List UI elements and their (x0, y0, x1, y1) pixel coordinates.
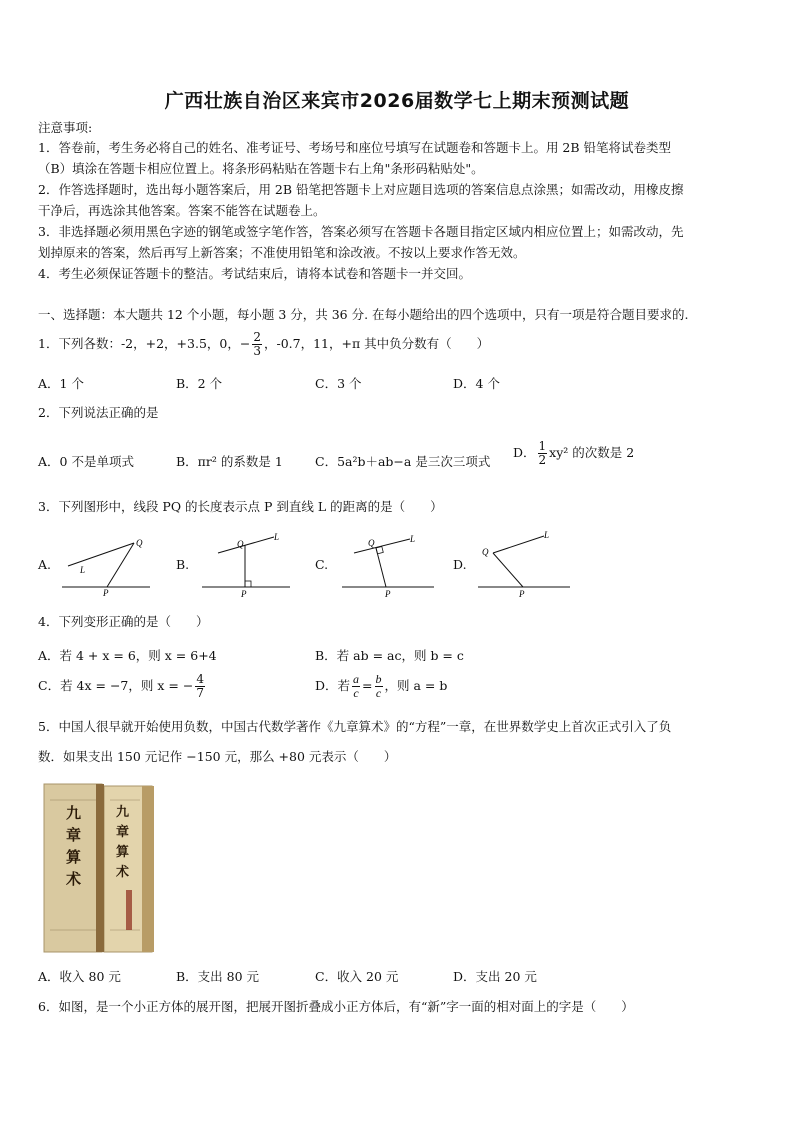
svg-text:九: 九 (116, 805, 130, 820)
q2-option-c[interactable]: C．5a²b＋ab−a 是三次三项式 (315, 454, 491, 469)
svg-text:算: 算 (66, 848, 82, 866)
q3-option-b-label[interactable]: B. (176, 557, 190, 572)
svg-text:P: P (519, 589, 525, 599)
q3-figure-b (198, 530, 294, 600)
svg-text:P: P (103, 588, 109, 598)
svg-text:术: 术 (116, 865, 130, 880)
q4-option-a[interactable]: A．若 4 + x = 6，则 x = 6+4 (38, 648, 217, 663)
notice-line: 3．非选择题必须用黑色字迹的钢笔或签字笔作答，答案必须写在答题卡各题目指定区域内相应位置上；如需改动，先 (38, 224, 684, 239)
notice-line: 干净后，再选涂其他答案。答案不能答在试题卷上。 (38, 203, 326, 218)
q5-option-b[interactable]: B．支出 80 元 (176, 969, 260, 984)
page-title: 广西壮族自治区来宾市2026届数学七上期末预测试题 (164, 90, 630, 112)
q3-option-a-label[interactable]: A. (38, 557, 52, 572)
question-5-line1: 5．中国人很早就开始使用负数，中国古代数学著作《九章算术》的“方程”一章，在世界数学史上首次正式引入了负 (38, 719, 672, 734)
question-3-stem: 3．下列图形中，线段 PQ 的长度表示点 P 到直线 L 的距离的是（ ） (38, 499, 443, 514)
section-heading: 一、选择题：本大题共 12 个小题，每小题 3 分，共 36 分. 在每小题给出的四个选项中，只有一项是符合题目要求的. (38, 307, 689, 322)
book-image (40, 780, 158, 955)
q3-figure-d (476, 530, 572, 600)
q1-option-b[interactable]: B．2 个 (176, 376, 223, 391)
notice-line: 4．考生必须保证答题卡的整洁。考试结束后，请将本试卷和答题卡一并交回。 (38, 266, 471, 281)
q5-option-c[interactable]: C．收入 20 元 (315, 969, 399, 984)
notice-line: 1．答卷前，考生务必将自己的姓名、准考证号、考场号和座位号填写在试题卷和答题卡上。用 2B 铅笔将试卷类型 (38, 140, 672, 155)
q5-option-a[interactable]: A．收入 80 元 (38, 969, 121, 984)
svg-text:算: 算 (116, 845, 130, 860)
q3-option-d-label[interactable]: D. (453, 557, 467, 572)
svg-text:P: P (241, 589, 247, 599)
q3-figure-c (340, 530, 436, 600)
notice-heading: 注意事项: (38, 120, 93, 135)
question-5-line2: 数．如果支出 150 元记作 −150 元，那么 +80 元表示（ ） (38, 749, 397, 764)
q1-option-a[interactable]: A．1 个 (38, 376, 84, 391)
q4-option-d[interactable]: D．若 $\frac{a}{c}$ = $\frac{b}{c}$ ，则 a = b (315, 672, 448, 700)
svg-text:Q: Q (368, 538, 375, 548)
question-6-stem: 6．如图，是一个小正方体的展开图，把展开图折叠成小正方体后，有“新”字一面的相对面上的字是（ ） (38, 999, 634, 1014)
q4-option-c[interactable]: C．若 4x = −7，则 x = − $\frac{4}{7}$ (38, 672, 204, 700)
svg-text:L: L (410, 534, 416, 544)
svg-text:术: 术 (66, 870, 82, 888)
q5-option-d[interactable]: D．支出 20 元 (453, 969, 537, 984)
q4-option-b[interactable]: B．若 ab = ac，则 b = c (315, 648, 464, 663)
svg-text:九: 九 (66, 804, 82, 822)
fraction: $\frac{2}{3}$ (253, 330, 261, 358)
q1-option-c[interactable]: C．3 个 (315, 376, 362, 391)
q3-option-c-label[interactable]: C. (315, 557, 329, 572)
svg-text:L: L (544, 530, 550, 540)
svg-text:Q: Q (136, 538, 143, 548)
q3-figure-a (58, 530, 154, 600)
q1-option-d[interactable]: D．4 个 (453, 376, 500, 391)
question-2-stem: 2．下列说法正确的是 (38, 405, 159, 420)
q2-option-a[interactable]: A．0 不是单项式 (38, 454, 134, 469)
q2-option-b[interactable]: B．πr² 的系数是 1 (176, 454, 283, 469)
question-4-stem: 4．下列变形正确的是（ ） (38, 614, 209, 629)
svg-text:P: P (385, 589, 391, 599)
svg-text:章: 章 (66, 826, 82, 844)
notice-line: （B）填涂在答题卡相应位置上。将条形码粘贴在答题卡右上角"条形码粘贴处"。 (38, 161, 484, 176)
svg-text:L: L (274, 532, 280, 542)
svg-text:Q: Q (482, 547, 489, 557)
svg-text:Q: Q (237, 539, 244, 549)
notice-line: 2．作答选择题时，选出每小题答案后，用 2B 铅笔把答题卡上对应题目选项的答案信息点涂黑；如需改动，用橡皮擦 (38, 182, 684, 197)
svg-text:L: L (80, 565, 86, 575)
notice-line: 划掉原来的答案，然后再写上新答案；不准使用铅笔和涂改液。不按以上要求作答无效。 (38, 245, 526, 260)
question-1-stem: 1．下列各数：-2，+2，+3.5，0，− $\frac{2}{3}$ ，-0.7，11，+π 其中负分数有（ ） (38, 330, 490, 358)
q2-option-d[interactable]: D． $\frac{1}{2}$ xy² 的次数是 2 (513, 439, 635, 467)
svg-text:章: 章 (116, 825, 130, 840)
